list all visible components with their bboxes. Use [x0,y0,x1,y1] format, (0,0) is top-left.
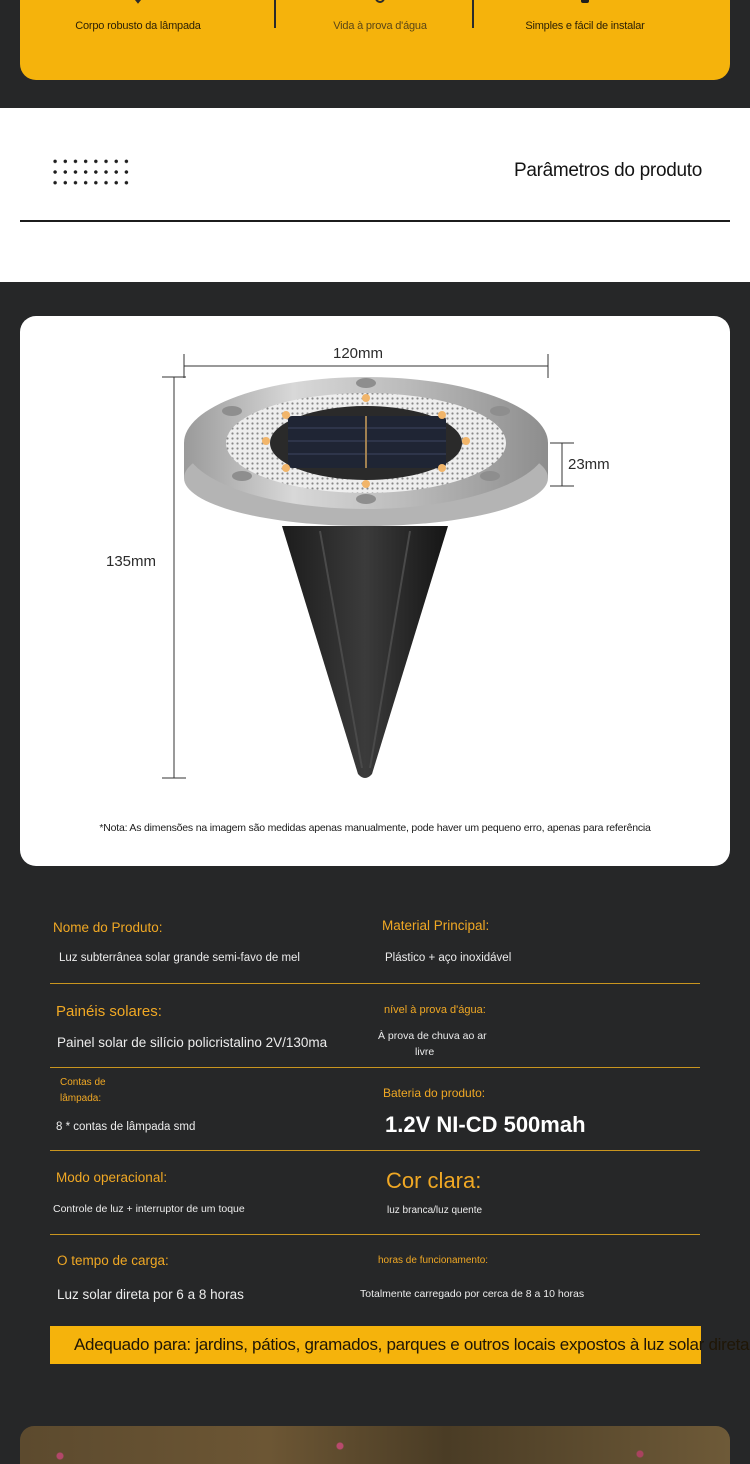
spec-row-divider [50,1234,700,1235]
depth-dimension-label: 23mm [568,456,610,473]
spec-label-light-color: Cor clara: [386,1168,482,1193]
feature-strip [20,0,730,80]
spec-value-waterproof-line1: À prova de chuva ao ar [378,1030,487,1042]
spec-value-material: Plástico + aço inoxidável [385,952,512,964]
height-dimension-label: 135mm [106,553,157,570]
suitable-for-text: Adequado para: jardins, pátios, gramados, parques e outros locais expostos à luz solar direta [74,1335,750,1354]
feature-waterproof [262,0,498,80]
spec-label-charge-time: O tempo de carga: [57,1253,169,1268]
garden-photo [20,1426,730,1464]
chevron-down-icon [131,0,145,8]
water-drop-icon [373,0,387,8]
dimension-diagram-card [20,316,730,866]
spec-label-battery: Bateria do produto: [383,1086,486,1100]
spec-label-operation-mode: Modo operacional: [56,1170,168,1185]
spec-value-charge-time: Luz solar direta por 6 a 8 horas [57,1287,244,1302]
params-divider [20,220,730,222]
suitable-for-banner [50,1326,750,1364]
spec-label-product-name: Nome do Produto: [53,920,163,935]
spec-row-divider [50,1067,700,1068]
spec-value-solar-panel: Painel solar de silício policristalino 2V/130ma [57,1035,328,1050]
spec-label-solar-panel: Painéis solares: [56,1003,162,1020]
spec-value-operation-mode: Controle de luz + interruptor de um toque [53,1203,245,1215]
spec-label-working-hours: horas de funcionamento: [378,1255,489,1266]
spec-label-bead-count-line1: Contas de [60,1077,106,1088]
spec-value-product-name: Luz subterrânea solar grande semi-favo de mel [59,952,300,964]
params-title: Parâmetros do produto [513,160,702,181]
spec-label-bead-count-line2: lâmpada: [60,1093,102,1104]
spec-value-light-color: luz branca/luz quente [387,1205,483,1216]
install-icon [578,0,592,8]
dot-grid-decoration [50,156,132,188]
width-dimension-label: 120mm [333,345,384,362]
spec-value-working-hours: Totalmente carregado por cerca de 8 a 10 horas [360,1288,585,1300]
feature-label: Corpo robusto da lâmpada [75,20,201,32]
spec-label-material: Material Principal: [382,918,490,933]
spec-value-bead-count: 8 * contas de lâmpada smd [56,1121,196,1133]
spec-label-waterproof-level: nível à prova d'água: [384,1004,486,1016]
feature-label: Vida à prova d'água [333,20,427,32]
feature-sturdy-body [20,0,256,80]
feature-easy-install [467,0,703,80]
spec-value-waterproof-line2: livre [415,1046,435,1058]
spec-value-battery: 1.2V NI-CD 500mah [385,1112,586,1137]
spec-row-divider [50,1150,700,1151]
feature-label: Simples e fácil de instalar [525,20,645,32]
spec-row-divider [50,983,700,984]
dimension-note: *Nota: As dimensões na imagem são medidas apenas manualmente, pode haver um pequeno erro, apenas para referência [99,822,651,834]
params-header-band [0,108,750,282]
